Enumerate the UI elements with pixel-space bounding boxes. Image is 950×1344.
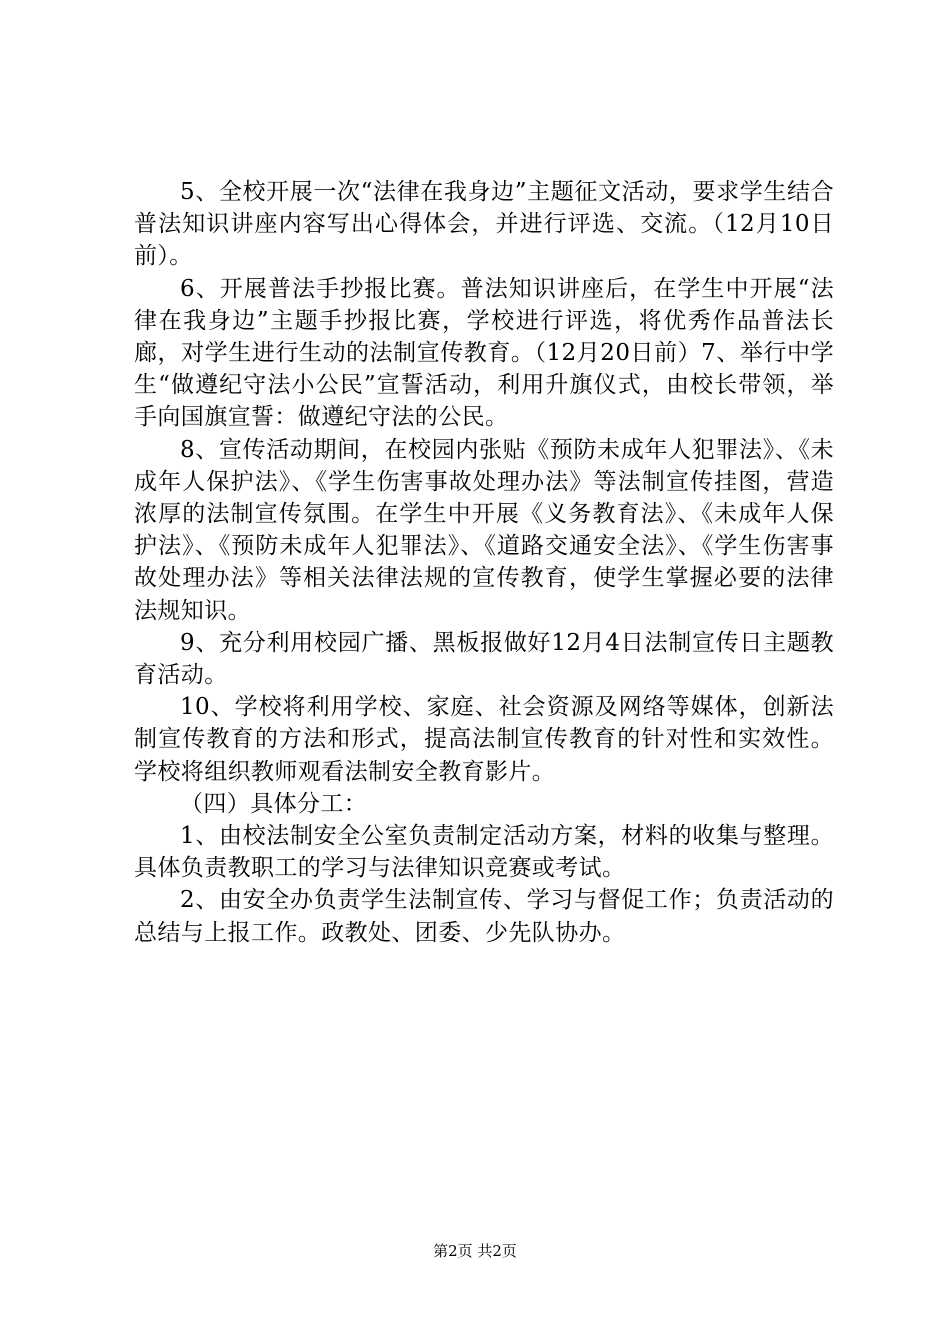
document-body: [134, 176, 834, 949]
paragraph-item-10: 10、学校将利用学校、家庭、社会资源及网络等媒体，创新法制宣传教育的方法和形式，提高法制宣传教育的针对性和实效性。学校将组织教师观看法制安全教育影片。: [134, 694, 834, 785]
paragraph-item-9: 9、充分利用校园广播、黑板报做好12月4日法制宣传日主题教育活动。: [134, 629, 834, 689]
paragraph-item-6-7: 6、开展普法手抄报比赛。普法知识讲座后，在学生中开展“法律在我身边”主题手抄报比赛，学校进行评选，将优秀作品普法长廊，对学生进行生动的法制宣传教育。（12月20日前）7、举行中学生“做遵纪守法小公民”宣誓活动，利用升旗仪式，由校长带领，举手向国旗宣誓：做遵纪守法的公民。: [134, 275, 834, 431]
paragraph-duty-2: 2、由安全办负责学生法制宣传、学习与督促工作；负责活动的总结与上报工作。政教处、团委、少先队协办。: [134, 887, 834, 946]
paragraph-item-5: 5、全校开展一次“法律在我身边”主题征文活动，要求学生结合普法知识讲座内容写出心得体会，并进行评选、交流。（12月10日前）。: [134, 179, 834, 270]
paragraph-duty-1: 1、由校法制安全公室负责制定活动方案，材料的收集与整理。具体负责教职工的学习与法律知识竞赛或考试。: [134, 823, 834, 882]
page-number-footer: 第2页 共2页: [433, 1242, 517, 1260]
paragraph-item-8: 8、宣传活动期间，在校园内张贴《预防未成年人犯罪法》、《未成年人保护法》、《学生伤害事故处理办法》等法制宣传挂图，营造浓厚的法制宣传氛围。在学生中开展《义务教育法》、《未成年人保护法》、《预防未成年人犯罪法》、《道路交通安全法》、《学生伤害事故处理办法》等相关法律法规的宣传教育，使学生掌握必要的法律法规知识。: [134, 436, 834, 624]
section-heading-division-of-work: （四）具体分工：: [180, 790, 368, 817]
